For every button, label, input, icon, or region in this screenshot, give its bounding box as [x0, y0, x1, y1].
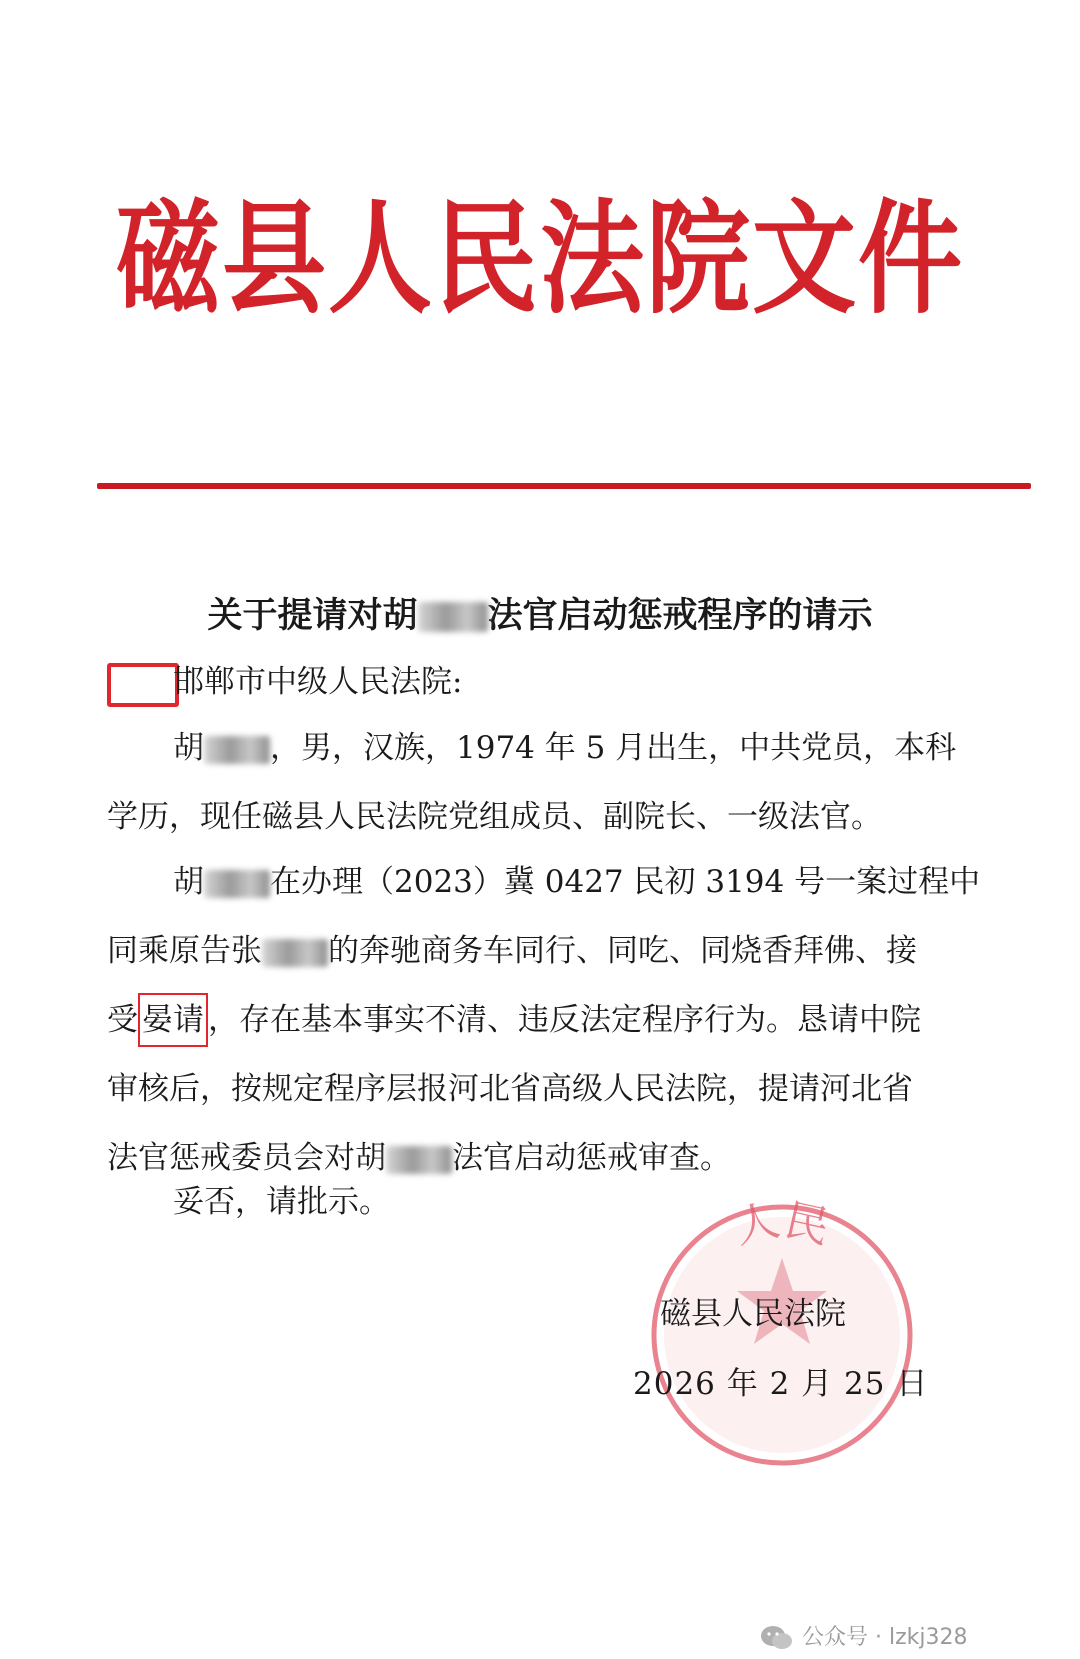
document-title-suffix: 法官启动惩戒程序的请示	[487, 596, 873, 636]
document-title-prefix: 关于提请对胡	[207, 596, 418, 636]
redacted-name	[418, 602, 488, 632]
p2-line2-b: 的奔驰商务车同行、同吃、同烧香拜佛、接	[328, 933, 917, 969]
document-header-title: 磁县人民法院文件	[115, 185, 964, 332]
seal-ring-text: 人民	[729, 1196, 835, 1254]
watermark-text: 公众号 · lzkj328	[802, 1625, 968, 1650]
redacted-name	[204, 870, 270, 898]
p2-line5-a: 法官惩戒委员会对胡	[107, 1140, 386, 1176]
p1-line1-a: 胡	[173, 730, 204, 766]
redacted-name	[204, 736, 270, 764]
p2-line2-a: 同乘原告张	[107, 933, 262, 969]
p2-line1-a: 胡	[173, 864, 204, 900]
p2-line1-b: 在办理（2023）冀 0427 民初 3194 号一案过程中	[270, 864, 981, 900]
highlighted-word: 晏请	[138, 993, 208, 1047]
p2-line3-a: 受	[107, 1002, 138, 1038]
p3-line: 妥否，请批示。	[173, 1184, 390, 1220]
p1-line2: 学历，现任磁县人民法院党组成员、副院长、一级法官。	[107, 799, 882, 835]
document-title	[0, 588, 1080, 638]
paragraph-2	[107, 848, 1027, 1193]
signature-org: 磁县人民法院	[660, 1296, 846, 1332]
p2-line5-b: 法官启动惩戒审查。	[452, 1140, 731, 1176]
redacted-name	[262, 939, 328, 967]
official-seal	[643, 1196, 921, 1474]
addressee	[107, 648, 1027, 717]
paragraph-1	[107, 714, 1027, 852]
signature-date: 2026 年 2 月 25 日	[633, 1366, 929, 1402]
header-red-rule	[97, 483, 1031, 489]
watermark	[760, 1620, 967, 1652]
p2-line4: 审核后，按规定程序层报河北省高级人民法院，提请河北省	[107, 1071, 913, 1107]
wechat-icon	[760, 1624, 794, 1652]
p1-line1-b: ，男，汉族，1974 年 5 月出生，中共党员，本科	[270, 730, 957, 766]
p2-line3-b: ，存在基本事实不清、违反法定程序行为。恳请中院	[208, 1002, 921, 1038]
addressee-text: 邯郸市中级人民法院:	[173, 664, 463, 700]
